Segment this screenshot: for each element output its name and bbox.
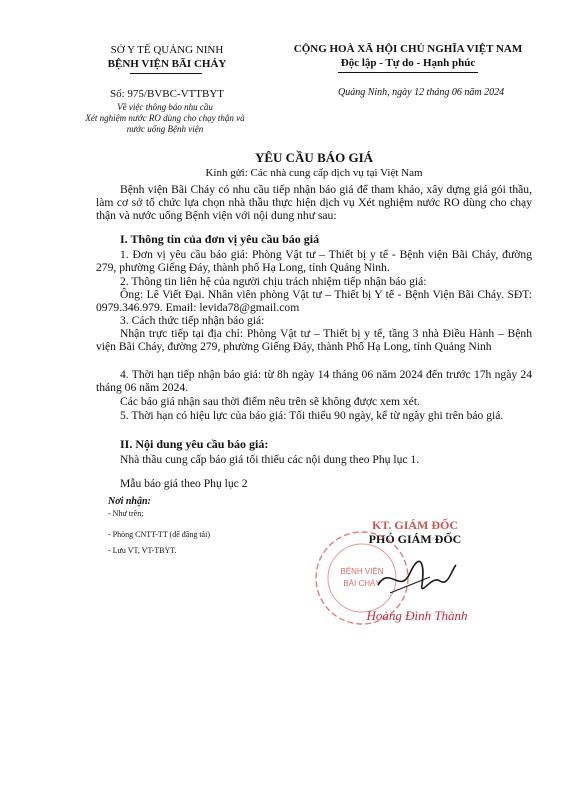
subject-line-1: Về việc thông báo nhu cầu (117, 102, 213, 112)
signer-name: Hoàng Đình Thành (366, 608, 468, 623)
svg-text:BỆNH VIỆN: BỆNH VIỆN (340, 567, 384, 576)
section-1-item-4: 4. Thời hạn tiếp nhận báo giá: từ 8h ngày 14 tháng 06 năm 2024 đến trước 17h ngày 24 tháng 06 năm 2024. (96, 368, 532, 394)
recipient-item: - Lưu VT, VT-TBYT. (108, 546, 177, 555)
signature-title-1: KT. GIÁM ĐỐC (371, 518, 459, 532)
intro-paragraph: Bệnh viện Bãi Cháy có nhu cầu tiếp nhận báo giá để tham khảo, xây dựng giá gói thầu, làm cơ sở tổ chức lựa chọn nhà thầu thực hiện dịch vụ Xét nghiệm nước RO dùng cho chạy thận và nước uống Bệnh viện với nội dung như sau: (96, 183, 532, 222)
section-2-item-1: Nhà thầu cung cấp báo giá tối thiểu các nội dung theo Phụ lục 1. (120, 453, 420, 466)
section-2-item-2: Mẫu báo giá theo Phụ lục 2 (120, 477, 248, 490)
issue-date: Quảng Ninh, ngày 12 tháng 06 năm 2024 (338, 87, 505, 98)
hospital-name: BỆNH VIỆN BÃI CHÁY (107, 58, 227, 70)
recipients-label: Nơi nhận: (108, 496, 151, 507)
handwritten-signature (370, 555, 460, 605)
section-1-item-2: 2. Thông tin liên hệ của người chịu trách nhiệm tiếp nhận báo giá: (120, 275, 427, 288)
section-1-address: Nhận trực tiếp tại địa chỉ: Phòng Vật tư – Thiết bị y tế, tầng 3 nhà Điều Hành – Bệnh viện Bãi Cháy, đường 279, phường Giếng Đáy, thành Phố Hạ Long, tỉnh Quảng Ninh (96, 327, 532, 353)
section-1-contact: Ông: Lê Viết Đại. Nhân viên phòng Vật tư – Thiết bị Y tế - Bệnh Viện Bãi Cháy. SĐT: 0979.346.979. Email: levida78@gmail.com (96, 288, 532, 314)
signature-title-2: PHÓ GIÁM ĐỐC (368, 532, 462, 546)
header-left-rule (130, 73, 202, 74)
section-1-item-5: 5. Thời hạn có hiệu lực của báo giá: Tối thiểu 90 ngày, kể từ ngày ghi trên báo giá. (120, 409, 504, 422)
ministry-name: SỞ Y TẾ QUẢNG NINH (110, 44, 224, 56)
section-1-heading: I. Thông tin của đơn vị yêu cầu báo giá (120, 232, 320, 246)
subject-line-2: Xét nghiệm nước RO dùng cho chạy thận và (85, 113, 245, 123)
section-1-item-3: 3. Cách thức tiếp nhận báo giá: (120, 314, 265, 327)
header-right-rule (338, 72, 478, 73)
recipient-item: - Như trên; (108, 509, 144, 518)
section-1-item-1: 1. Đơn vị yêu cầu báo giá: Phòng Vật tư – Thiết bị y tế - Bệnh viện Bãi Cháy, đường 279, phường Giếng Đáy, thành phố Hạ Long, tỉnh Quảng Ninh. (96, 248, 532, 274)
nation-motto: Độc lập - Tự do - Hạnh phúc (340, 57, 476, 69)
section-1-note: Các báo giá nhận sau thời điểm nêu trên sẽ không được xem xét. (120, 395, 420, 408)
section-2-heading: II. Nội dung yêu cầu báo giá: (120, 437, 269, 451)
greeting: Kính gửi: Các nhà cung cấp dịch vụ tại Việt Nam (205, 167, 423, 179)
recipient-item: - Phòng CNTT-TT (để đăng tải) (108, 530, 210, 539)
doc-number: Số: 975/BVBC-VTTBYT (110, 88, 224, 100)
document-title: YÊU CẦU BÁO GIÁ (254, 150, 374, 165)
nation-title: CỘNG HOÀ XÃ HỘI CHỦ NGHĨA VIỆT NAM (293, 43, 523, 55)
subject-line-3: nước uống Bệnh viện (126, 124, 204, 134)
svg-text:BÃI CHÁY: BÃI CHÁY (343, 579, 381, 588)
